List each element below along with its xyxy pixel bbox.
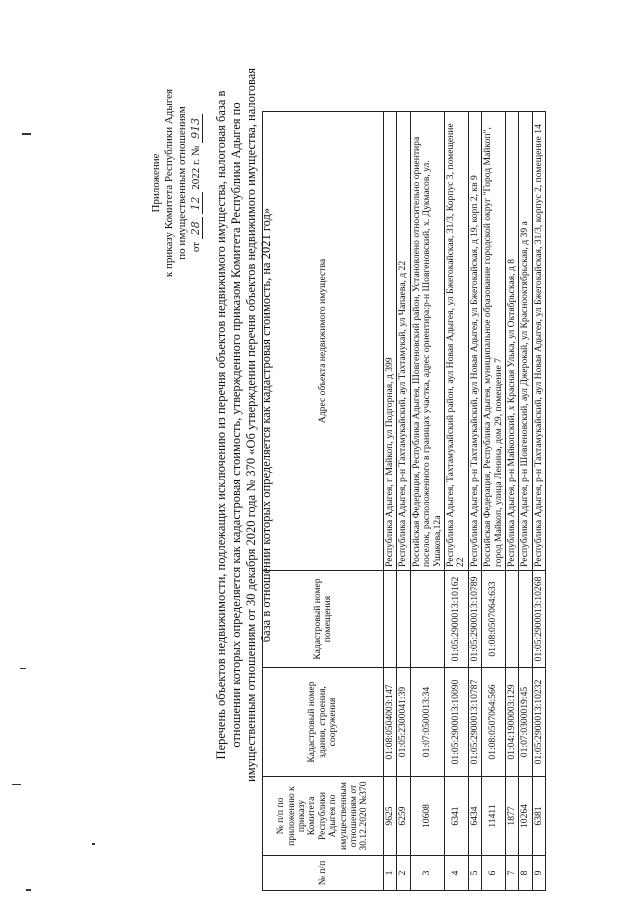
appendix-committee: по имущественным отношениям <box>176 106 188 260</box>
cell-address: Республика Адыгея, р-н Майкопский, х Красная Улька, ул Октябрьская, д 8 <box>506 112 519 571</box>
cell-building-cadastral: 01:05:2900013:10787 <box>468 668 481 777</box>
cell-room-cadastral <box>519 571 532 668</box>
scan-speck <box>12 784 21 785</box>
cell-num: 3 <box>410 856 444 891</box>
cell-ref: 6259 <box>397 777 410 856</box>
cell-ref: 11411 <box>482 777 506 856</box>
table-row <box>482 112 506 891</box>
date-day: 28 <box>189 217 203 239</box>
cell-address: Республика Адыгея, р-н Тахтамукайский, аул Новая Адыгея, ул Бжегокайская, 31/3, корпус 2, помещение 14 <box>532 112 545 571</box>
cell-building-cadastral: 01:05:2900013:10090 <box>445 668 469 777</box>
header-address: Адрес объекта недвижимого имущества <box>263 112 384 571</box>
cell-ref: 10264 <box>519 777 532 856</box>
header-room-cadastral: Кадастровый номер помещения <box>263 571 384 668</box>
cell-ref: 1877 <box>506 777 519 856</box>
cell-address: Республика Адыгея, р-н Тахтамукайский, аул Новая Адыгея, ул Бжегокайская, д 19, корп 2, кв 9 <box>468 112 481 571</box>
appendix-order-ref: к приказу Комитета Республики Адыгея <box>163 88 175 278</box>
cell-building-cadastral: 01:04:1900003:129 <box>506 668 519 777</box>
number-label: № <box>190 145 202 157</box>
cell-ref: 6381 <box>532 777 545 856</box>
table-row <box>410 112 444 891</box>
cell-num: 9 <box>532 856 545 891</box>
table-row <box>506 112 519 891</box>
table-row <box>468 112 481 891</box>
cell-room-cadastral: 01:08:0507064:633 <box>482 571 506 668</box>
cell-num: 2 <box>397 856 410 891</box>
cell-ref: 10608 <box>410 777 444 856</box>
cell-ref: 6434 <box>468 777 481 856</box>
date-month: 12 <box>189 192 203 214</box>
cell-num: 6 <box>482 856 506 891</box>
cell-address: Российская Федерация, Республика Адыгея, муниципальное образование городской округ "Город Майкоп", город Майкоп, улица Ленина, дом 29, помещение 7 <box>482 112 506 571</box>
appendix-title: Приложение <box>150 153 162 213</box>
scan-speck <box>22 133 31 135</box>
header-num: № п/п <box>263 856 384 891</box>
appendix-date-line <box>189 53 203 313</box>
cell-room-cadastral: 01:05:2900013:10162 <box>445 571 469 668</box>
table-row <box>384 112 397 891</box>
cell-address: Республика Адыгея, г Майкоп, ул Подгорная, д 399 <box>384 112 397 571</box>
cell-ref: 9625 <box>384 777 397 856</box>
cell-building-cadastral: 01:07:0300019:45 <box>519 668 532 777</box>
table-row <box>532 112 545 891</box>
cell-num: 8 <box>519 856 532 891</box>
cell-building-cadastral: 01:05:2900013:10232 <box>532 668 545 777</box>
scan-speck <box>26 889 31 891</box>
cell-address: Республика Адыгея, р-н Тахтамукайский, аул Тахтамукай, ул Чапаева, д 22 <box>397 112 410 571</box>
cell-building-cadastral: 01:08:0507064:566 <box>482 668 506 777</box>
cell-num: 4 <box>445 856 469 891</box>
table-header-row <box>263 112 384 891</box>
cell-room-cadastral <box>506 571 519 668</box>
cell-room-cadastral: 01:05:2900013:10789 <box>468 571 481 668</box>
scan-speck <box>20 668 26 669</box>
cell-num: 5 <box>468 856 481 891</box>
table-body <box>384 112 546 891</box>
objects-table <box>262 111 546 891</box>
date-year: 2022 г. <box>190 158 202 190</box>
cell-room-cadastral <box>384 571 397 668</box>
table-row <box>397 112 410 891</box>
document-title: Перечень объектов недвижимости, подлежащих исключению из перечня объектов недвижимого имущества, налоговая база в отношении которых определяется как кадастровая стоимость, утвержденного приказом Комитета Республики Адыгея по имущественным отношениям от 30 декабря 2020 года № 370 «Об утверждении перечня объектов недвижимого имущества, налоговая база в отношении которых определяется как кадастровая стоимость, на 2021 год» <box>214 68 273 782</box>
cell-num: 1 <box>384 856 397 891</box>
cell-address: Республика Адыгея, р-н Шовгеновский, аул Джерокай, ул Краснооктябрьская, д 39 а <box>519 112 532 571</box>
cell-room-cadastral <box>410 571 444 668</box>
cell-building-cadastral: 01:07:0500013:34 <box>410 668 444 777</box>
header-building-cadastral: Кадастровый номер здания, строения, сооружения <box>263 668 384 777</box>
date-prefix: от <box>190 241 202 253</box>
cell-address: Республика Адыгея, Тахтамукайский район, аул Новая Адыгея, ул Бжегокайская, 31/3, Корпус 3, помещение 22 <box>445 112 469 571</box>
scan-speck <box>92 843 95 845</box>
cell-building-cadastral: 01:05:2300041:39 <box>397 668 410 777</box>
cell-room-cadastral <box>397 571 410 668</box>
table-row <box>519 112 532 891</box>
order-number: 913 <box>189 114 203 143</box>
cell-building-cadastral: 01:08:0504003:147 <box>384 668 397 777</box>
cell-address: Российская Федерация, Республика Адыгея, Шовгеновский район, Установлено относительно ориентира поселок, расположенного в границах участка, адрес ориентира:р-н Шовгеновский, х. Дукмасов, ул. Ушакова,12а <box>410 112 444 571</box>
cell-room-cadastral: 01:05:2900013:10268 <box>532 571 545 668</box>
cell-num: 7 <box>506 856 519 891</box>
appendix-header <box>150 53 203 313</box>
cell-ref: 6341 <box>445 777 469 856</box>
header-ref: № п/п по приложению к приказу Комитета Республики Адыгея по имущественным отношениям от 30.12.2020 №370 <box>263 777 384 856</box>
table-row <box>445 112 469 891</box>
